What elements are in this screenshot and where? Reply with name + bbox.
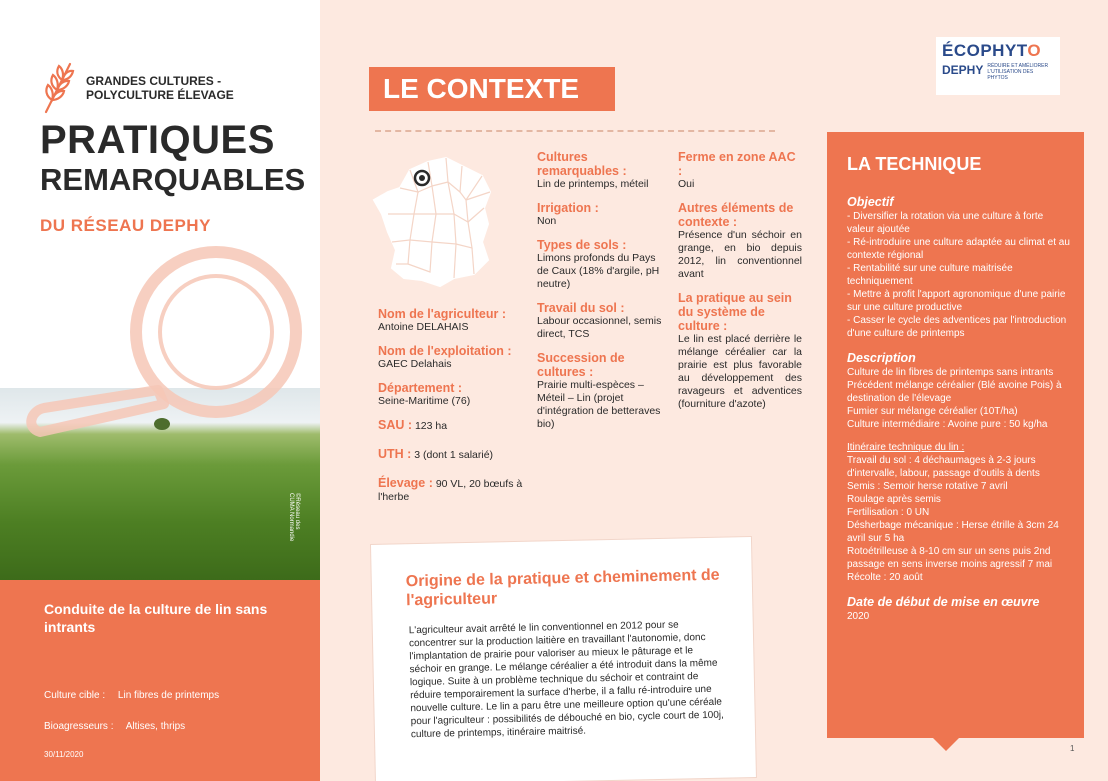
itinerary-item: Roulage après semis: [847, 494, 941, 505]
document-date: 30/11/2020: [44, 750, 84, 759]
main-title-line-1: PRATIQUES: [40, 118, 275, 162]
start-date-heading: Date de début de mise en œuvre: [847, 595, 1040, 609]
logo-tagline-2: L'UTILISATION DES PHYTOS: [987, 69, 1034, 81]
elevage-value: 90 VL, 20 bœufs à l'herbe: [378, 478, 523, 503]
context-column-3: [678, 150, 802, 421]
objective-item: - Ré-introduire une culture adaptée au climat et au contexte régional: [847, 237, 1070, 261]
objective-item: - Diversifier la rotation via une culture à forte valeur ajoutée: [847, 211, 1044, 235]
uth-row: [378, 447, 528, 462]
farm-value: GAEC Delahais: [378, 358, 452, 370]
itinerary-item: Désherbage mécanique : Herse étrille à 3cm 24 avril sur 5 ha: [847, 520, 1059, 544]
pests: [44, 721, 185, 732]
dashed-divider: [375, 130, 775, 132]
itinerary-item: Semis : Semoir herse rotative 7 avril: [847, 481, 1008, 492]
target-crop: [44, 690, 219, 701]
farmer-value: Antoine DELAHAIS: [378, 321, 469, 333]
logo-ecophyto: [942, 41, 1054, 61]
sau-value: 123 ha: [414, 420, 448, 432]
context-title: LE CONTEXTE: [369, 67, 615, 111]
wheat-icon: [40, 58, 78, 114]
context-column-2: [537, 150, 663, 441]
objective-item: - Casser le cycle des adventices par l'introduction d'une culture de printemps: [847, 315, 1067, 339]
context-column-1: [378, 307, 528, 504]
pests-value: Altises, thrips: [125, 721, 186, 732]
itinerary-list: [847, 454, 1073, 584]
aac-label: Ferme en zone AAC :: [678, 150, 796, 178]
other-context-label: Autres éléments de contexte :: [678, 201, 794, 229]
france-map-icon: [370, 152, 498, 290]
crops-label: Cultures remarquables :: [537, 150, 627, 178]
logo-dephy: DEPHY: [942, 63, 984, 77]
sau-label: SAU :: [378, 418, 413, 432]
origin-text: L'agriculteur avait arrêté le lin conventionnel en 2012 pour se concentrer sur la production laitière en travaillant l'autonomie, donc l'implantation de prairie pour valoriser au mieux le pâturage et le séchoir en grange. Le mélange céréalier a été introduit dans la même logique. Suite à un problème technique du séchoir et contraint de réduire temporairement la surface d'herbe, il a fallu ré-introduire une nouvelle culture. Le lin a paru être une meilleure option qu'une céréale pour l'agriculteur : possibilités de débouché en bio, cycle court de 100j, culture de printemps, itinéraire maitrisé.: [408, 619, 724, 741]
elevage-row: [378, 476, 528, 504]
crops-value: Lin de printemps, méteil: [537, 178, 649, 190]
objective-heading: Objectif: [847, 195, 894, 209]
magnifier-icon: [0, 240, 320, 440]
origin-title: Origine de la pratique et cheminement de l'agriculteur: [405, 566, 720, 610]
soil-types-value: Limons profonds du Pays de Caux (18% d'argile, pH neutre): [537, 252, 660, 290]
photo-credit-line-1: ©Réseau des: [294, 493, 300, 530]
department-value: Seine-Maritime (76): [378, 395, 471, 407]
main-subtitle: DU RÉSEAU DEPHY: [40, 216, 211, 235]
technique-body: [847, 194, 1073, 623]
technique-panel: [827, 132, 1084, 738]
rotation-label: Succession de cultures :: [537, 351, 625, 379]
target-crop-label: Culture cible :: [44, 690, 106, 701]
logo-subline: [942, 63, 1054, 81]
logo-text-a: ÉCOPHYT: [942, 41, 1028, 60]
department-label: Département :: [378, 381, 463, 395]
objective-item: - Rentabilité sur une culture maitrisée techniquement: [847, 263, 1013, 287]
description-item: Culture intermédiaire : Avoine pure : 50 kg/ha: [847, 419, 1048, 430]
uth-value: 3 (dont 1 salarié): [414, 449, 494, 461]
itinerary-heading: Itinéraire technique du lin :: [847, 442, 965, 453]
elevage-label: Élevage :: [378, 476, 433, 490]
itinerary-item: Rotoétrilleuse à 8-10 cm sur un sens puis 2nd passage en sens inverse moins agressif 7 mai: [847, 546, 1053, 570]
origin-box: [371, 537, 756, 781]
pests-label: Bioagresseurs :: [44, 721, 114, 732]
farm-label: Nom de l'exploitation :: [378, 344, 512, 358]
description-item: Précédent mélange céréalier (Blé avoine Pois) à destination de l'élevage: [847, 380, 1062, 404]
irrigation-value: Non: [537, 215, 557, 227]
logo-tagline: [987, 63, 1054, 81]
ecophyto-dephy-logo: [936, 37, 1060, 95]
technique-panel-pointer: [932, 737, 960, 751]
description-heading: Description: [847, 351, 916, 365]
farmer-label: Nom de l'agriculteur :: [378, 307, 506, 321]
description-item: Culture de lin fibres de printemps sans intrants: [847, 367, 1054, 378]
practice-in-system-label: La pratique au sein du système de culture :: [678, 291, 792, 333]
soil-types-label: Types de sols :: [537, 238, 627, 252]
description-item: Fumier sur mélange céréalier (10T/ha): [847, 406, 1018, 417]
irrigation-label: Irrigation :: [537, 201, 599, 215]
photo-credit-line-2: CUMA Normandie: [288, 493, 294, 542]
photo-credit: [288, 493, 300, 541]
start-date-value: 2020: [847, 611, 870, 622]
logo-tagline-1: RÉDUIRE ET AMÉLIORER: [987, 63, 1049, 69]
practice-in-system-value: Le lin est placé derrière le mélange céréalier car la prairie est plus favorable au développement des ravageurs et adventices (fourniture d'azote): [678, 333, 802, 410]
other-context-value: Présence d'un séchoir en grange, en bio depuis 2012, lin conventionnel avant: [678, 229, 802, 280]
rotation-value: Prairie multi-espèces – Méteil – Lin (projet d'intégration de betteraves bio): [537, 379, 661, 430]
category-line-2: POLYCULTURE ÉLEVAGE: [86, 88, 234, 102]
logo-text-b: O: [1027, 41, 1042, 60]
practice-title: Conduite de la culture de lin sans intrants: [44, 601, 268, 635]
tillage-value: Labour occasionnel, semis direct, TCS: [537, 315, 662, 340]
cover-panel: [0, 0, 320, 781]
itinerary-item: Récolte : 20 août: [847, 572, 923, 583]
itinerary-item: Fertilisation : 0 UN: [847, 507, 930, 518]
objective-item: - Mettre à profit l'apport agronomique d'une pairie sur une culture productive: [847, 289, 1066, 313]
sau-row: [378, 418, 528, 433]
itinerary-item: Travail du sol : 4 déchaumages à 2-3 jours d'intervalle, labour, passage d'outils à dents: [847, 455, 1040, 479]
target-crop-value: Lin fibres de printemps: [117, 690, 220, 701]
description-list: [847, 366, 1073, 431]
technique-title: LA TECHNIQUE: [847, 154, 982, 174]
category-line-1: GRANDES CULTURES -: [86, 74, 222, 88]
page-number: 1: [1070, 744, 1075, 753]
uth-label: UTH :: [378, 447, 412, 461]
main-title-line-2: REMARQUABLES: [40, 162, 306, 197]
aac-value: Oui: [678, 178, 695, 190]
category-label: [86, 74, 234, 102]
practice-summary-box: [0, 580, 320, 781]
tillage-label: Travail du sol :: [537, 301, 625, 315]
objective-list: [847, 210, 1073, 340]
